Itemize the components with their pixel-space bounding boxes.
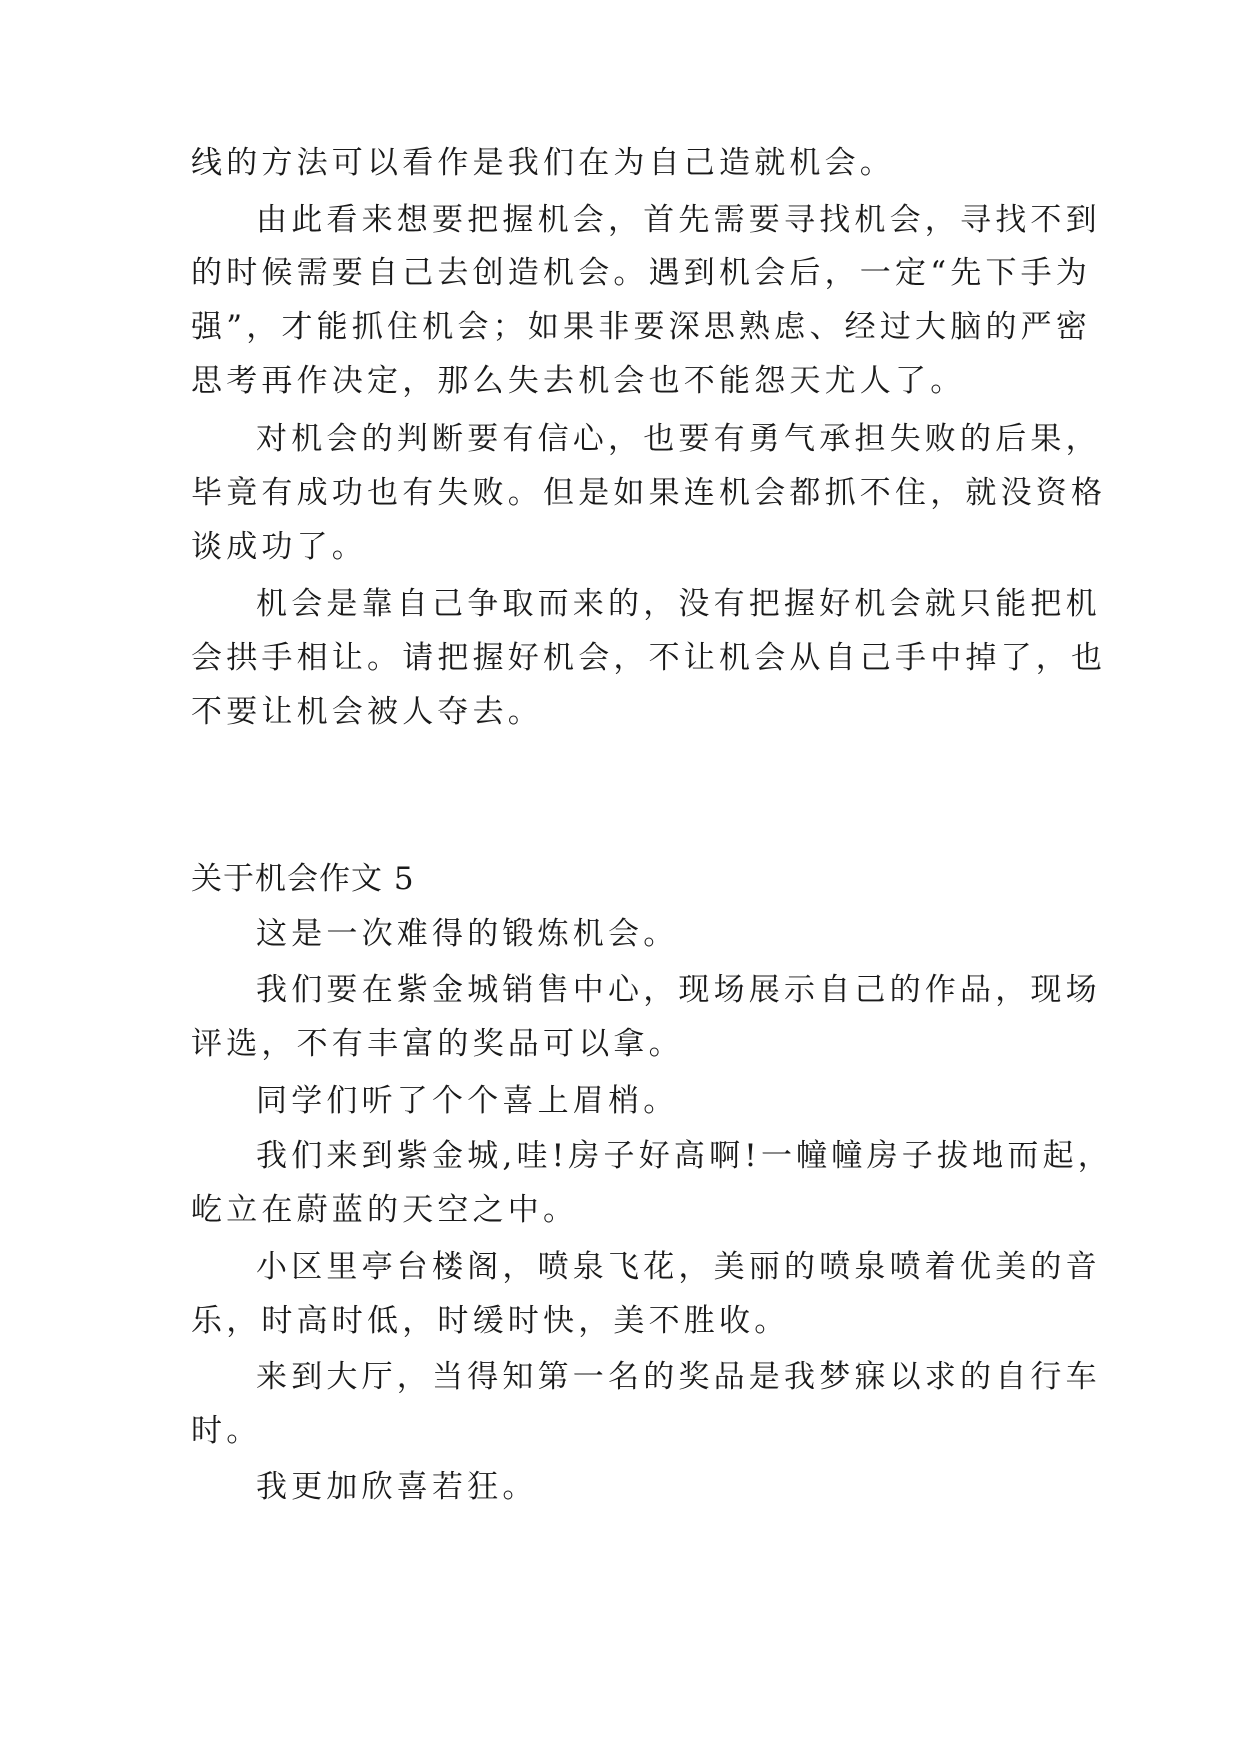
paragraph-line: 由此看来想要把握机会，首先需要寻找机会，寻找不到 xyxy=(256,202,1101,238)
paragraph-line: 来到大厅，当得知第一名的奖品是我梦寐以求的自行车 xyxy=(256,1359,1101,1395)
paragraph-line: 同学们听了个个喜上眉梢。 xyxy=(256,1083,679,1119)
paragraph-line: 机会是靠自己争取而来的，没有把握好机会就只能把机 xyxy=(256,586,1101,622)
paragraph-line: 我们来到紫金城,哇!房子好高啊!一幢幢房子拔地而起， xyxy=(256,1138,1113,1174)
paragraph-line: 小区里亭台楼阁，喷泉飞花，美丽的喷泉喷着优美的音 xyxy=(256,1249,1101,1285)
paragraph-line: 评选，不有丰富的奖品可以拿。 xyxy=(191,1026,684,1062)
paragraph-line: 对机会的判断要有信心，也要有勇气承担失败的后果， xyxy=(256,421,1101,457)
paragraph-line: 线的方法可以看作是我们在为自己造就机会。 xyxy=(191,145,895,181)
paragraph-line: 的时候需要自己去创造机会。遇到机会后，一定“先下手为 xyxy=(191,255,1092,291)
paragraph-line: 我们要在紫金城销售中心，现场展示自己的作品，现场 xyxy=(256,972,1101,1008)
paragraph-line: 不要让机会被人夺去。 xyxy=(191,694,543,730)
paragraph-line: 谈成功了。 xyxy=(191,529,367,565)
section-title: 关于机会作文 5 xyxy=(191,861,415,897)
paragraph-line: 强”，才能抓住机会；如果非要深思熟虑、经过大脑的严密 xyxy=(191,309,1092,345)
paragraph-line: 屹立在蔚蓝的天空之中。 xyxy=(191,1192,579,1228)
paragraph-line: 乐，时高时低，时缓时快，美不胜收。 xyxy=(191,1303,790,1339)
paragraph-line: 会拱手相让。请把握好机会，不让机会从自己手中掉了，也 xyxy=(191,640,1107,676)
paragraph-line: 毕竟有成功也有失败。但是如果连机会都抓不住，就没资格 xyxy=(191,475,1107,511)
paragraph-line: 我更加欣喜若狂。 xyxy=(256,1469,538,1505)
paragraph-line: 思考再作决定，那么失去机会也不能怨天尤人了。 xyxy=(191,363,966,399)
paragraph-line: 时。 xyxy=(191,1413,262,1449)
paragraph-line: 这是一次难得的锻炼机会。 xyxy=(256,916,679,952)
